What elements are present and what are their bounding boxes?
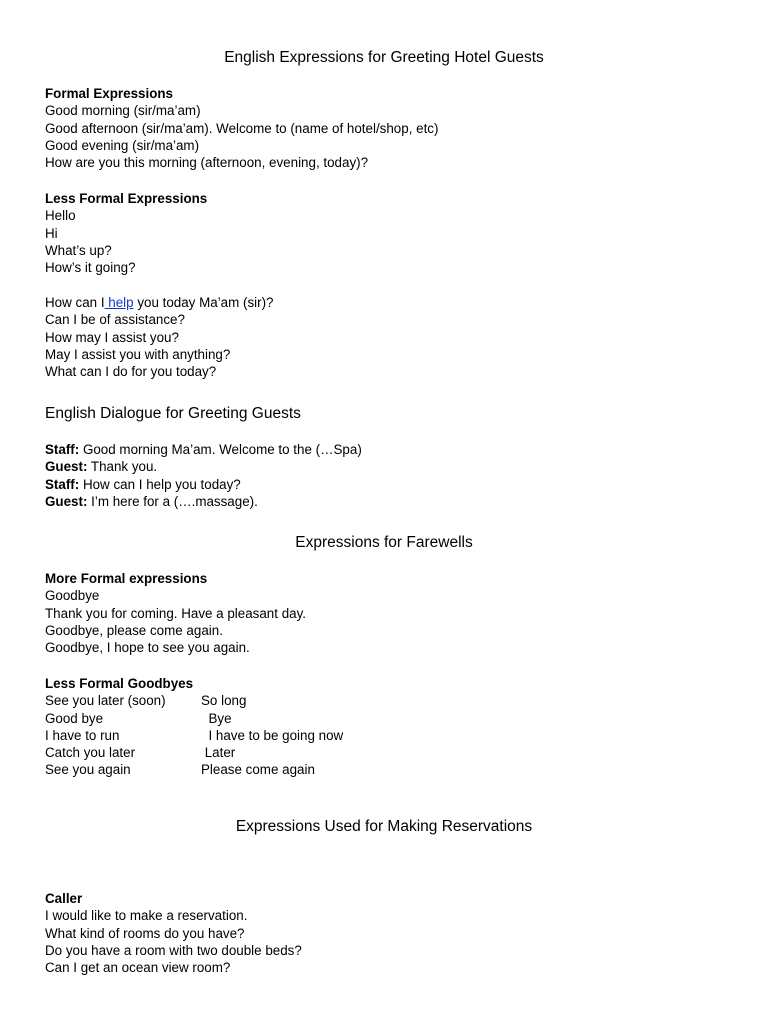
caller-line: What kind of rooms do you have? [45,925,245,941]
formal-line: Good evening (sir/ma’am) [45,137,200,153]
speaker-label: Staff: [45,442,80,457]
assistance-section [45,294,748,380]
farewells-title: Expressions for Farewells [295,534,473,551]
dialogue-text: Thank you. [87,459,158,475]
assist-text-before: How can I [45,295,105,310]
less-formal-line: Hi [45,225,58,241]
dialogue-line [45,441,748,458]
formal-line: Good morning (sir/ma’am) [45,103,201,119]
goodbye-row [45,761,748,778]
more-formal-section [45,570,748,656]
goodbye-left: See you again [45,762,131,778]
dialogue-section [45,441,748,510]
less-formal-expressions-section [45,190,748,276]
goodbye-right: Please come again [201,762,315,778]
goodbye-row [45,744,748,761]
more-formal-heading: More Formal expressions [45,571,208,586]
dialogue-line [45,476,748,493]
caller-heading: Caller [45,891,83,906]
goodbye-right: So long [201,693,247,709]
formal-expressions-heading: Formal Expressions [45,86,174,101]
goodbye-left: Catch you later [45,745,136,761]
dialogue-text: How can I help you today? [79,476,241,492]
formal-line: Good afternoon (sir/ma’am). Welcome to (name of hotel/shop, etc) [45,120,439,136]
goodbye-right: I have to be going now [201,727,344,743]
formal-expressions-section [45,85,748,171]
speaker-label: Guest: [45,459,88,475]
assist-line: May I assist you with anything? [45,346,231,362]
formal-line: How are you this morning (afternoon, evening, today)? [45,155,369,171]
less-formal-goodbyes-section [45,675,748,779]
goodbye-row [45,710,748,727]
goodbye-right: Bye [201,710,232,726]
assist-line: How may I assist you? [45,329,179,345]
dialogue-heading: English Dialogue for Greeting Guests [45,405,301,422]
goodbye-left: Good bye [45,710,104,726]
document-title: English Expressions for Greeting Hotel Guests [224,49,544,66]
more-formal-line: Goodbye, I hope to see you again. [45,640,250,656]
dialogue-line [45,458,748,475]
dialogue-line [45,493,748,510]
assist-line: Can I be of assistance? [45,312,185,328]
caller-line: Do you have a room with two double beds? [45,942,302,958]
assist-line-with-link [45,294,748,311]
more-formal-line: Goodbye, please come again. [45,622,223,638]
caller-section [45,890,748,976]
assist-line: What can I do for you today? [45,364,217,380]
more-formal-line: Goodbye [45,588,100,604]
less-formal-line: Hello [45,208,76,224]
less-formal-goodbyes-heading: Less Formal Goodbyes [45,676,194,691]
caller-line: Can I get an ocean view room? [45,960,231,976]
help-link[interactable]: help [104,295,134,310]
more-formal-line: Thank you for coming. Have a pleasant day. [45,605,307,621]
goodbye-right: Later [201,745,236,761]
goodbye-left: I have to run [45,727,120,743]
speaker-label: Guest: [45,493,88,509]
dialogue-text: Good morning Ma’am. Welcome to the (…Spa) [79,442,362,457]
goodbye-left: See you later (soon) [45,693,166,709]
less-formal-line: What’s up? [45,242,112,258]
goodbye-row [45,692,748,709]
less-formal-line: How’s it going? [45,260,136,276]
reservations-title: Expressions Used for Making Reservations [235,818,533,835]
dialogue-text: I’m here for a (….massage). [87,493,258,509]
speaker-label: Staff: [45,476,80,492]
less-formal-expressions-heading: Less Formal Expressions [45,191,208,206]
assist-text-after: you today Ma’am (sir)? [133,295,274,310]
goodbye-row [45,727,748,744]
caller-line: I would like to make a reservation. [45,908,248,924]
